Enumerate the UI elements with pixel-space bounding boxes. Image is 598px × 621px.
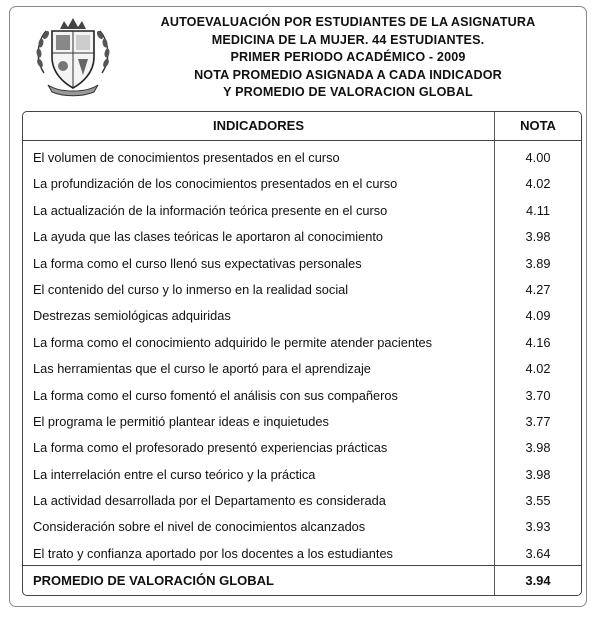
score-cell: 3.89 bbox=[525, 255, 551, 271]
indicator-cell: La forma como el profesorado presentó experiencias prácticas bbox=[33, 440, 388, 456]
title-line: AUTOEVALUACIÓN POR ESTUDIANTES DE LA ASIGNATURA bbox=[160, 15, 536, 29]
score-cell: 4.27 bbox=[525, 281, 551, 297]
table-row bbox=[23, 436, 581, 462]
indicator-cell: La forma como el curso fomentó el análisis con sus compañeros bbox=[33, 387, 398, 403]
score-cell: 4.11 bbox=[526, 202, 550, 218]
table-footer bbox=[23, 565, 581, 596]
indicator-cell: Consideración sobre el nivel de conocimientos alcanzados bbox=[33, 519, 366, 535]
table-row bbox=[23, 463, 581, 489]
table-row bbox=[23, 384, 581, 410]
table-body bbox=[23, 146, 581, 568]
table-row bbox=[23, 252, 581, 278]
table-row bbox=[23, 515, 581, 541]
title-line: NOTA PROMEDIO ASIGNADA A CADA INDICADOR bbox=[194, 67, 502, 82]
score-cell: 3.55 bbox=[525, 493, 551, 509]
table-row bbox=[23, 489, 581, 515]
indicator-cell: Destrezas semiológicas adquiridas bbox=[33, 308, 231, 324]
table-row bbox=[23, 278, 581, 304]
indicator-cell: Las herramientas que el curso le aportó para el aprendizaje bbox=[33, 361, 371, 377]
score-cell: 3.70 bbox=[525, 387, 551, 403]
table-row bbox=[23, 225, 581, 251]
document-title bbox=[120, 14, 576, 102]
table-row bbox=[23, 410, 581, 436]
score-cell: 3.77 bbox=[525, 413, 551, 429]
table-header bbox=[23, 112, 581, 141]
global-average-label: PROMEDIO DE VALORACIÓN GLOBAL bbox=[33, 573, 274, 588]
scores-table bbox=[22, 111, 582, 596]
indicator-cell: La actividad desarrollada por el Departamento es considerada bbox=[33, 493, 386, 509]
score-cell: 3.98 bbox=[525, 440, 551, 456]
indicator-cell: La forma como el conocimiento adquirido le permite atender pacientes bbox=[33, 334, 433, 350]
header-score: NOTA bbox=[520, 118, 556, 133]
indicator-cell: El programa le permitió plantear ideas e inquietudes bbox=[33, 413, 329, 429]
score-cell: 4.09 bbox=[525, 308, 551, 324]
indicator-cell: La interrelación entre el curso teórico y la práctica bbox=[33, 466, 316, 482]
university-crest-icon bbox=[30, 13, 116, 97]
indicator-cell: El volumen de conocimientos presentados en el curso bbox=[33, 150, 340, 165]
score-cell: 4.00 bbox=[525, 150, 551, 165]
score-cell: 3.64 bbox=[525, 545, 551, 561]
table-row bbox=[23, 172, 581, 198]
indicator-cell: La ayuda que las clases teóricas le aportaron al conocimiento bbox=[33, 229, 383, 245]
score-cell: 3.93 bbox=[525, 519, 551, 535]
score-cell: 4.02 bbox=[525, 176, 551, 192]
title-line: Y PROMEDIO DE VALORACION GLOBAL bbox=[223, 85, 473, 100]
score-cell: 4.02 bbox=[525, 361, 551, 377]
table-row bbox=[23, 199, 581, 225]
table-row bbox=[23, 146, 581, 172]
score-cell: 4.16 bbox=[525, 334, 551, 350]
indicator-cell: El trato y confianza aportado por los docentes a los estudiantes bbox=[33, 545, 393, 561]
table-row bbox=[23, 304, 581, 330]
indicator-cell: La forma como el curso llenó sus expectativas personales bbox=[33, 255, 362, 271]
indicator-cell: La actualización de la información teórica presente en el curso bbox=[33, 202, 388, 218]
title-line: PRIMER PERIODO ACADÉMICO - 2009 bbox=[230, 50, 466, 65]
score-cell: 3.98 bbox=[525, 466, 551, 482]
table-row bbox=[23, 357, 581, 383]
title-line: MEDICINA DE LA MUJER. 44 ESTUDIANTES. bbox=[211, 32, 485, 47]
score-cell: 3.98 bbox=[525, 229, 551, 245]
indicator-cell: El contenido del curso y lo inmerso en la realidad social bbox=[33, 281, 349, 297]
table-row bbox=[23, 331, 581, 357]
global-average-score: 3.94 bbox=[525, 573, 551, 588]
header-indicators: INDICADORES bbox=[212, 118, 304, 133]
indicator-cell: La profundización de los conocimientos presentados en el curso bbox=[33, 176, 398, 192]
